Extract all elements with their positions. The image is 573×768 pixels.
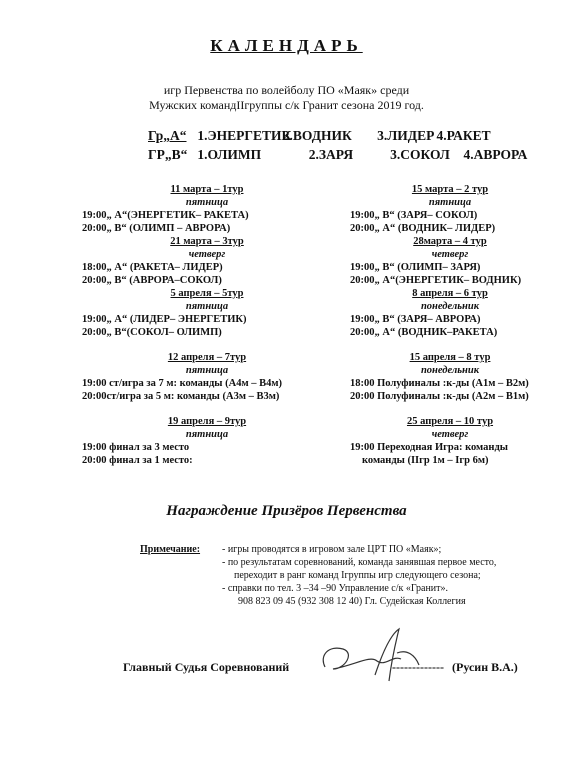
round-1-day: пятница <box>185 197 229 208</box>
subtitle-line-2: Мужских командIIгруппы с/к Гранит сезона 2019 год. <box>149 98 424 112</box>
round-4-game-1: 19:00„ В“ (ОЛИМП– ЗАРЯ) <box>350 262 481 273</box>
chief-judge-name: (Русин В.А.) <box>452 660 518 674</box>
group-b-team-3: 3.СОКОЛ <box>390 147 450 162</box>
round-8-day: понедельник <box>420 365 480 376</box>
round-10-date: 25 апреля – 10 тур <box>406 416 494 427</box>
round-9-date: 19 апреля – 9тур <box>167 416 247 427</box>
note-line-2: - по результатам соревнований, команда занявшая первое место, <box>222 557 497 568</box>
round-9-game-2: 20:00 финал за 1 место: <box>82 455 193 466</box>
round-3-game-1: 18:00„ А“ (РАКЕТА– ЛИДЕР) <box>82 262 223 273</box>
note-label: Примечание: <box>140 544 201 555</box>
signature-line: ------------- <box>392 660 444 674</box>
group-b-team-2: 2.ЗАРЯ <box>308 147 354 162</box>
round-1-game-2: 20:00„ В“ (ОЛИМП – АВРОРА) <box>82 223 231 234</box>
round-5-day: пятница <box>185 301 229 312</box>
round-10-game-2: команды (IIгр 1м – Iгр 6м) <box>362 455 489 466</box>
round-6-date: 8 апреля – 6 тур <box>412 288 488 299</box>
round-5-game-1: 19:00„ А“ (ЛИДЕР– ЭНЕРГЕТИК) <box>82 314 247 325</box>
note-line-5: 908 823 09 45 (932 308 12 40) Гл. Судейская Коллегия <box>238 596 466 607</box>
round-7-game-1: 19:00 ст/игра за 7 м: команды (А4м – В4м) <box>82 378 282 389</box>
round-9-day: пятница <box>185 429 229 440</box>
round-4-day: четверг <box>431 249 469 260</box>
round-5-game-2: 20:00„ В“(СОКОЛ– ОЛИМП) <box>82 327 222 338</box>
group-b-team-1: 1.ОЛИМП <box>197 147 262 162</box>
subtitle-line-1: игр Первенства по волейболу ПО «Маяк» среди <box>163 83 410 97</box>
round-3-game-2: 20:00„ В“ (АВРОРА–СОКОЛ) <box>82 275 222 286</box>
note-line-3: переходит в ранг команд Iгруппы игр следующего сезона; <box>234 570 481 581</box>
group-a-row <box>148 128 491 144</box>
round-8-game-1: 18:00 Полуфиналы :к-ды (А1м – В2м) <box>350 378 529 389</box>
group-a-team-2: 2.ВОДНИК <box>282 128 352 143</box>
round-8-game-2: 20:00 Полуфиналы :к-ды (А2м – В1м) <box>350 391 529 402</box>
round-5-date: 5 апреля – 5тур <box>170 288 244 299</box>
document-title: КАЛЕНДАРЬ <box>210 36 363 55</box>
group-a-team-1: 1.ЭНЕРГЕТИК <box>197 128 292 143</box>
schedule-left-column <box>82 183 332 467</box>
group-b-row <box>148 147 527 163</box>
round-6-game-2: 20:00„ А“ (ВОДНИК–РАКЕТА) <box>350 327 498 338</box>
round-4-date: 28марта – 4 тур <box>413 236 487 247</box>
round-3-day: четверг <box>188 249 226 260</box>
schedule-right-column <box>350 183 550 467</box>
round-9-game-1: 19:00 финал за 3 место <box>82 442 190 453</box>
signature-image <box>315 625 445 685</box>
group-a-team-4: 4.РАКЕТ <box>436 128 491 143</box>
round-1-game-1: 19:00„ А“(ЭНЕРГЕТИК– РАКЕТА) <box>82 210 249 221</box>
round-2-date: 15 марта – 2 тур <box>411 184 489 195</box>
round-2-game-1: 19:00„ В“ (ЗАРЯ– СОКОЛ) <box>350 210 478 221</box>
round-6-day: понедельник <box>420 301 480 312</box>
round-4-game-2: 20:00„ А“(ЭНЕРГЕТИК– ВОДНИК) <box>350 275 522 286</box>
group-b-label: ГР„В“ <box>148 147 188 162</box>
round-7-game-2: 20:00ст/игра за 5 м: команды (А3м – В3м) <box>82 391 280 402</box>
round-7-date: 12 апреля – 7тур <box>167 352 247 363</box>
award-heading: Награждение Призёров Первенства <box>166 503 407 519</box>
group-a-label: Гр„А“ <box>148 128 187 143</box>
round-8-date: 15 апреля – 8 тур <box>409 352 491 363</box>
note-line-1: - игры проводятся в игровом зале ЦРТ ПО «Маяк»; <box>222 544 442 555</box>
round-7-day: пятница <box>185 365 229 376</box>
round-1-date: 11 марта – 1тур <box>170 184 244 195</box>
group-b-team-4: 4.АВРОРА <box>463 147 528 162</box>
round-6-game-1: 19:00„ В“ (ЗАРЯ– АВРОРА) <box>350 314 481 325</box>
round-2-game-2: 20:00„ А“ (ВОДНИК– ЛИДЕР) <box>350 223 496 234</box>
round-10-day: четверг <box>431 429 469 440</box>
round-10-game-1: 19:00 Переходная Игра: команды <box>350 442 508 453</box>
round-2-day: пятница <box>428 197 472 208</box>
group-a-team-3: 3.ЛИДЕР <box>377 128 435 143</box>
note-line-4: - справки по тел. 3 –34 –90 Управление с/к «Гранит». <box>222 583 449 594</box>
chief-judge-label: Главный Судья Соревнований <box>123 660 290 674</box>
round-3-date: 21 марта – 3тур <box>170 236 244 247</box>
